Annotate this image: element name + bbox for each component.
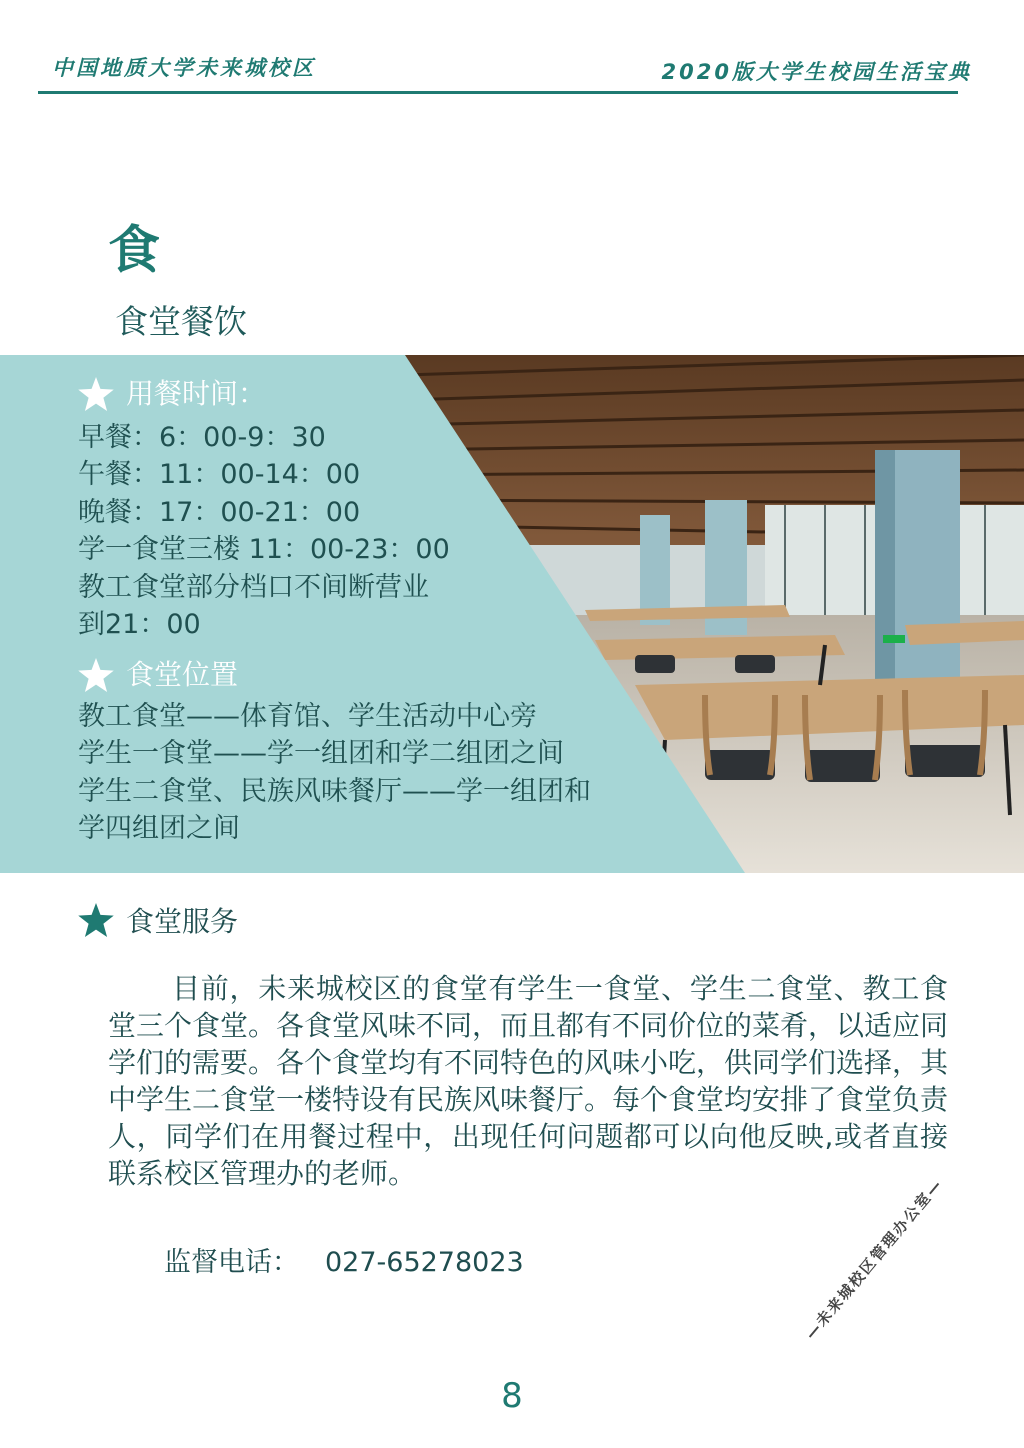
meal-times-block (78, 375, 450, 644)
location-line: 学生二食堂、民族风味餐厅——学一组团和 (78, 775, 591, 807)
phone-number: 027-65278023 (325, 1247, 524, 1278)
meal-time-line: 教工食堂部分档口不间断营业 (78, 571, 429, 603)
service-paragraph-text: 目前，未来城校区的食堂有学生一食堂、学生二食堂、教工食堂三个食堂。各食堂风味不同，而且都有不同价位的菜肴，以适应同学们的需要。各个食堂均有不同特色的风味小吃，供同学们选择，其中学生二食堂一楼特设有民族风味餐厅。每个食堂均安排了食堂负责人，同学们在用餐过程中，出现任何问题都可以向他反映,或者直接联系校区管理办的老师。 (108, 972, 949, 1190)
header-divider (38, 91, 958, 94)
meal-times-heading-row (78, 375, 450, 413)
meal-time-line: 学一食堂三楼 11：00-23：00 (78, 534, 450, 565)
star-icon (78, 658, 114, 692)
section-title: 食 (108, 221, 161, 281)
header-school-name: 中国地质大学未来城校区 (52, 56, 316, 80)
meal-time-line: 到21：00 (78, 609, 201, 640)
phone-label: 监督电话： (164, 1247, 299, 1278)
meal-time-line: 晚餐：17：00-21：00 (78, 496, 361, 528)
locations-heading: 食堂位置 (126, 658, 239, 691)
header-booklet-title: 2020版大学生校园生活宝典 (661, 60, 972, 84)
locations-heading-row (78, 656, 591, 694)
location-line: 学生一食堂——学一组团和学二组团之间 (78, 738, 564, 769)
location-line: 教工食堂——体育馆、学生活动中心旁 (78, 700, 537, 732)
location-line: 学四组团之间 (78, 813, 240, 844)
star-icon (78, 377, 114, 411)
meal-times-heading: 用餐时间： (126, 377, 267, 410)
supervision-phone (164, 1240, 524, 1279)
subsection-title: 食堂餐饮 (115, 302, 247, 341)
stamp-text: 未来城校区管理办公室 (812, 1188, 936, 1330)
page-number: 8 (501, 1376, 523, 1416)
service-paragraph (108, 970, 948, 1192)
meal-time-line: 早餐：6：00-9：30 (78, 421, 326, 453)
meal-time-line: 午餐：11：00-14：00 (78, 459, 361, 490)
star-icon (78, 903, 114, 937)
locations-block (78, 656, 591, 848)
service-heading: 食堂服务 (126, 905, 239, 938)
office-stamp: —未来城校区管理办公室— (801, 1175, 947, 1343)
service-heading-row (78, 900, 238, 940)
